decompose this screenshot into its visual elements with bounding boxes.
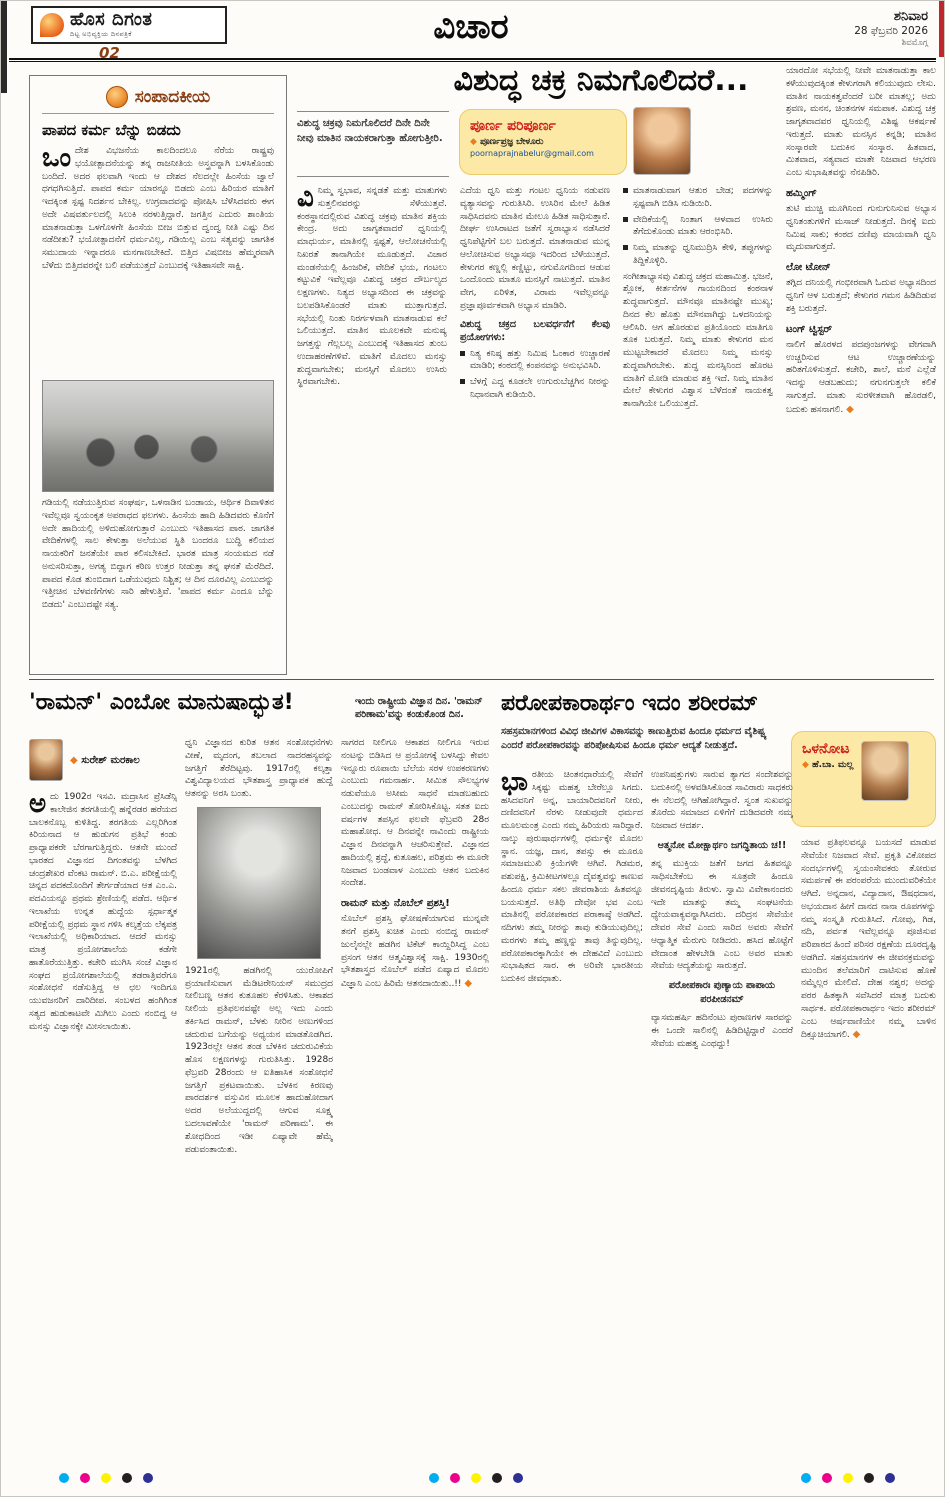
- right-edge-bar: [939, 1, 944, 57]
- seva-column-1: [501, 769, 643, 1459]
- print-dot: [80, 1473, 90, 1483]
- print-registration-marks-left: [59, 1473, 153, 1483]
- seva-sanskrit-quote-1: ಆತ್ಮನೋ ಮೋಕ್ಷಾರ್ಥಂ ಜಗದ್ಧಿತಾಯ ಚ!!: [657, 839, 787, 851]
- header-rule: [9, 58, 936, 62]
- print-dot: [822, 1473, 832, 1483]
- lead-bullet-1: ಬೆಳಗ್ಗೆ ಎದ್ದ ಕೂಡಲೇ ಉಗುರುಬೆಚ್ಚಗಿನ ನೀರನ್ನು ನಿಧಾನವಾಗಿ ಕುಡಿಯಿರಿ.: [470, 377, 610, 400]
- lead-subhead-lowtone: ಲೋ ಟೋನ್: [786, 262, 831, 274]
- lead-closing-text: ಮಾತು ಸುರಳೀತವಾಗಿ ಹೊರಡಲಿ, ಬದುಕು ಹಸನಾಗಲಿ.: [786, 390, 936, 415]
- print-dot: [122, 1473, 132, 1483]
- seva-column-2: [651, 769, 793, 1459]
- seva-headline: ಪರೋಪಕಾರಾರ್ಥಂ ಇದಂ ಶರೀರಮ್: [501, 691, 758, 716]
- lead-bullet-3: ವೇದಿಕೆಯಲ್ಲಿ ನಿಂತಾಗ ಆಳವಾದ ಉಸಿರು ತೆಗೆದುಕೊಂಡು ಮಾತು ಆರಂಭಿಸಿರಿ.: [633, 214, 773, 238]
- print-dot: [885, 1473, 895, 1483]
- raman-col1-text: ದು 1902ರ ಇಸವಿ. ಮದ್ರಾಸಿನ ಪ್ರೆಸಿಡೆನ್ಸಿ ಕಾಲೇಜಿನ ತರಗತಿಯಲ್ಲಿ ಹನ್ನೆರಡರ ಹರೆಯದ ಬಾಲಕನೊಬ್ಬ ಕುಳಿತಿದ್ದ. ತರಗತಿಯ ಎಲ್ಲರಿಗಿಂತ ಕಿರಿಯನಾದ ಆ ಹುಡುಗನ ಪ್ರತಿಭೆ ಕಂಡು ಪ್ರಾಧ್ಯಾಪಕರೇ ಬೆರಗಾಗುತ್ತಿದ್ದರು. ಆತನೇ ಮುಂದೆ ಭಾರತದ ವಿಜ್ಞಾನದ ದಿಗಂತವನ್ನು ಬೆಳಗಿದ ಚಂದ್ರಶೇಖರ ವೆಂಕಟ ರಾಮನ್. ಬಿ.ಎ. ಪರೀಕ್ಷೆಯಲ್ಲಿ ಚಿನ್ನದ ಪದಕದೊಂದಿಗೆ ತೇರ್ಗಡೆಯಾದ ಆತ ಎಂ.ಎ. ಪದವಿಯನ್ನೂ ಪ್ರಥಮ ಶ್ರೇಣಿಯಲ್ಲಿ ಪಡೆದ. ಆರ್ಥಿಕ ಇಲಾಖೆಯ ಉನ್ನತ ಹುದ್ದೆಯ ಸ್ಪರ್ಧಾತ್ಮಕ ಪರೀಕ್ಷೆಯಲ್ಲಿ ಪ್ರಥಮ ಸ್ಥಾನ ಗಳಿಸಿ ಕಲ್ಕತ್ತೆಯ ಲೆಕ್ಕಪತ್ರ ಇಲಾಖೆಯಲ್ಲಿ ಅಧಿಕಾರಿಯಾದ. ಆದರೆ ಮನಸ್ಸು ಮಾತ್ರ ಪ್ರಯೋಗಶಾಲೆಯ ಕಡೆಗೇ ಹಾತೊರೆಯುತ್ತಿತ್ತು. ಕಚೇರಿ ಮುಗಿಸಿ ಸಂಜೆ ವಿಜ್ಞಾನ ಸಂಘದ ಪ್ರಯೋಗಶಾಲೆಯಲ್ಲಿ ತಡರಾತ್ರಿವರೆಗೂ ಸಂಶೋಧನೆ ನಡೆಸುತ್ತಿದ್ದ ಆ ಛಲ ಇಂದಿಗೂ ಯುವಜನರಿಗೆ ದಾರಿದೀಪ. ಸಂಬಳದ ಹಂಗಿಗಿಂತ ಸತ್ಯದ ಹುಡುಕಾಟವೇ ಮಿಗಿಲು ಎಂದು ನಂಬಿದ್ದ ಆ ಮನಸ್ಸು ವಿಜ್ಞಾನಕ್ಕೇ ಮೀಸಲಾಯಿತು.: [29, 792, 177, 1032]
- lead-experiments-leadin: ವಿಶುದ್ಧ ಚಕ್ರದ ಬಲವರ್ಧನೆಗೆ ಕೆಲವು ಪ್ರಯೋಗಗಳು:: [460, 318, 610, 344]
- seva-col2-text-mid: ತನ್ನ ಮುಕ್ತಿಯ ಜತೆಗೆ ಜಗದ ಹಿತವನ್ನೂ ಸಾಧಿಸಬೇಕೆಂಬ ಈ ಸೂತ್ರವೇ ಹಿಂದೂ ಜೀವನದೃಷ್ಟಿಯ ತಿರುಳು. ಸ್ವಾಮಿ ವಿವೇಕಾನಂದರು ಇದೇ ಮಾತನ್ನು ತಮ್ಮ ಸಂಘಟನೆಯ ಧ್ಯೇಯವಾಕ್ಯವನ್ನಾಗಿಸಿದರು. ದರಿದ್ರನ ಸೇವೆಯೇ ದೇವರ ಸೇವೆ ಎಂದು ಸಾರಿದ ಅವರು ಸೇವೆಗೆ ಆಧ್ಯಾತ್ಮಿಕ ಮೆರುಗು ನೀಡಿದರು. ಹಸಿದ ಹೊಟ್ಟೆಗೆ ವೇದಾಂತ ಹೇಳಬೇಡಿ ಎಂಬ ಅವರ ಮಾತು ಸೇವೆಯ ಆದ್ಯತೆಯನ್ನು ಸಾರುತ್ತದೆ.: [651, 859, 793, 972]
- seva-author-box-title: ಒಳನೋಟ: [802, 741, 850, 757]
- cv-raman-portrait-photo: [197, 807, 321, 959]
- byline-bullet-icon: ◆: [70, 754, 78, 766]
- lead-col1-text: ನಿಮ್ಮ ಸ್ವಭಾವ, ಸನ್ನಡತೆ ಮತ್ತು ಮಾತುಗಳು ಸುತ್ತಲಿನವರನ್ನು ಸೆಳೆಯುತ್ತವೆ. ಕಂಠಸ್ಥಾನದಲ್ಲಿರುವ ವಿಶುದ್ಧ ಚಕ್ರವು ಮಾತಿನ ಶಕ್ತಿಯ ಕೇಂದ್ರ. ಅದು ಜಾಗೃತವಾದರೆ ಧ್ವನಿಯಲ್ಲಿ ಮಾಧುರ್ಯ, ಮಾತಿನಲ್ಲಿ ಸ್ಪಷ್ಟತೆ, ಆಲೋಚನೆಯಲ್ಲಿ ನಿಖರತೆ ತಾನಾಗಿಯೇ ಮೂಡುತ್ತದೆ. ವಿಚಾರ ಮಂಡನೆಯಲ್ಲಿ ಹಿಂಜರಿಕೆ, ವೇದಿಕೆ ಭಯ, ಗಂಟಲು ಕಟ್ಟುವಿಕೆ ಇವೆಲ್ಲವೂ ವಿಶುದ್ಧ ಚಕ್ರದ ದೌರ್ಬಲ್ಯದ ಲಕ್ಷಣಗಳು. ನಿತ್ಯದ ಅಭ್ಯಾಸದಿಂದ ಈ ಚಕ್ರವನ್ನು ಬಲಪಡಿಸಿಕೊಂಡರೆ ಮಾತು ಮುತ್ತಾಗುತ್ತದೆ. ಸಭೆಯಲ್ಲಿ ನಿಂತು ನಿರರ್ಗಳವಾಗಿ ಮಾತನಾಡುವ ಕಲೆ ಒಲಿಯುತ್ತದೆ. ಮಾತಿನ ಮೂಲಕವೇ ಮನುಷ್ಯ ಜಗತ್ತನ್ನು ಗೆಲ್ಲಬಲ್ಲ ಎಂಬುದಕ್ಕೆ ಇತಿಹಾಸದ ತುಂಬ ಉದಾಹರಣೆಗಳಿವೆ. ಮಾತಿಗೆ ಮೊದಲು ಮನಸ್ಸು ಶುದ್ಧವಾಗಬೇಕು; ಮನಸ್ಸಿಗೆ ಮೊದಲು ಉಸಿರು ಸ್ಥಿರವಾಗಬೇಕು.: [297, 186, 447, 388]
- lead-col2-text: ಎದೆಯ ಧ್ವನಿ ಮತ್ತು ಗಂಟಲ ಧ್ವನಿಯ ನಡುವಣ ವ್ಯತ್ಯಾಸವನ್ನು ಗುರುತಿಸಿರಿ. ಉಸಿರಿನ ಮೇಲೆ ಹಿಡಿತ ಸಾಧಿಸಿದವನು ಮಾತಿನ ಮೇಲೂ ಹಿಡಿತ ಸಾಧಿಸುತ್ತಾನೆ. ದೀರ್ಘ ಉಸಿರಾಟದ ಜತೆಗೆ ಸ್ವರಾಭ್ಯಾಸ ನಡೆಸಿದರೆ ಧ್ವನಿಪೆಟ್ಟಿಗೆಗೆ ಬಲ ಬರುತ್ತದೆ. ಮಾತನಾಡುವ ಮುನ್ನ ಆಲೋಚಿಸುವ ಅಭ್ಯಾಸವೂ ಇದರಿಂದ ಬೆಳೆಯುತ್ತದೆ. ಕೇಳುಗರ ಕಣ್ಣಲ್ಲಿ ಕಣ್ಣಿಟ್ಟು, ನಗುಮೊಗದಿಂದ ಆಡುವ ಒಂದೊಂದು ಮಾತೂ ಮನಸ್ಸಿಗೆ ನಾಟುತ್ತದೆ. ಮಾತಿನ ವೇಗ, ಏರಿಳಿತ, ವಿರಾಮ ಇವೆಲ್ಲವನ್ನೂ ಪ್ರಜ್ಞಾಪೂರ್ವಕವಾಗಿ ಅಭ್ಯಾಸ ಮಾಡಿರಿ.: [460, 186, 610, 311]
- editorial-photo: [42, 380, 274, 492]
- raman-author-photo: [29, 739, 63, 781]
- date: 28 ಫೆಬ್ರವರಿ 2026: [854, 25, 928, 38]
- lead-author-name: ಪೂರ್ಣಪ್ರಜ್ಞ ಬೇಳೂರು: [480, 137, 544, 147]
- lead-bullet-0: ನಿತ್ಯ ಕನಿಷ್ಠ ಹತ್ತು ನಿಮಿಷ ಓಂಕಾರ ಉಚ್ಚಾರಣೆ ಮಾಡಿರಿ; ಕಂಠದಲ್ಲಿ ಕಂಪನವನ್ನು ಅನುಭವಿಸಿರಿ.: [470, 348, 610, 372]
- seva-col2-text-bottom: ವ್ಯಾಸಮಹರ್ಷಿ ಹದಿನೆಂಟು ಪುರಾಣಗಳ ಸಾರವನ್ನು ಈ ಒಂದೇ ಸಾಲಿನಲ್ಲಿ ಹಿಡಿದಿಟ್ಟಿದ್ದಾರೆ ಎಂದರೆ ಸೇವೆಯ ಮಹತ್ವ ಎಂಥದ್ದು!: [651, 1013, 793, 1049]
- print-dot: [843, 1473, 853, 1483]
- masthead-tagline: ದಿಟ್ಟ ಅಭಿವ್ಯಕ್ತಿಯ ದಿನಪತ್ರಿಕೆ: [70, 29, 132, 38]
- masthead-title: ಹೊಸ ದಿಗಂತ: [70, 9, 153, 31]
- author-bullet-icon: ◆: [802, 760, 809, 770]
- section-divider: [29, 679, 934, 680]
- date-block: [854, 9, 928, 49]
- lead-sub-tonguetwister-text: ನಾಲಿಗೆ ಹೊರಳದ ಪದಪುಂಜಗಳನ್ನು ವೇಗವಾಗಿ ಉಚ್ಚರಿಸುವ ಆಟ ಉಚ್ಚಾರಣೆಯನ್ನು ಹರಿತಗೊಳಿಸುತ್ತದೆ. ಕಚೇರಿ, ಶಾಲೆ, ಮನೆ ಎಲ್ಲೆಡೆ ಇದನ್ನು ಆಡಬಹುದು; ನಗುನಗುತ್ತಲೇ ಕಲಿಕೆ ಸಾಗುತ್ತದೆ.: [786, 339, 936, 401]
- raman-headline: 'ರಾಮನ್' ಎಂಬೋ ಮಾನುಷಾದ್ಭುತ!: [29, 690, 294, 715]
- seva-author-name: ಹೆ.ಬಾ. ಮಲ್ಲ: [812, 760, 854, 770]
- print-registration-marks-center: [429, 1473, 523, 1483]
- lead-bullet-item: [623, 242, 773, 268]
- lead-bullet-2: ಮಾತನಾಡುವಾಗ ಆತುರ ಬೇಡ; ಪದಗಳನ್ನು ಸ್ಪಷ್ಟವಾಗಿ ಬಿಡಿಸಿ ನುಡಿಯಿರಿ.: [633, 186, 773, 209]
- raman-byline: [29, 739, 140, 781]
- square-bullet-icon: [623, 245, 628, 250]
- seva-column-3: [801, 837, 936, 1459]
- editorial-headline: ಪಾಪದ ಕರ್ಮ ಬೆನ್ನು ಬಿಡದು: [42, 121, 181, 139]
- lead-headline: ವಿಶುದ್ಧ ಚಕ್ರ ನಿಮಗೊಲಿದರೆ...: [453, 63, 749, 98]
- print-dot: [143, 1473, 153, 1483]
- square-bullet-icon: [460, 379, 465, 384]
- print-dot: [801, 1473, 811, 1483]
- editorial-body-text-1: ದೇಶ ವಿಭಜನೆಯ ಕಾಲದಿಂದಲೂ ನೆರೆಯ ರಾಷ್ಟ್ರವು ಭಯೋತ್ಪಾದನೆಯನ್ನು ತನ್ನ ರಾಜನೀತಿಯ ಅಸ್ತ್ರವನ್ನಾಗಿ ಬಳಸಿಕೊಂಡು ಬಂದಿದೆ. ಅದರ ಫಲವಾಗಿ ಇಂದು ಆ ದೇಶದ ನೆಲದಲ್ಲೇ ಹಿಂಸೆಯ ಜ್ವಾಲೆ ಧಗಧಗಿಸುತ್ತಿದೆ. ಪಾಪದ ಕರ್ಮ ಯಾರನ್ನೂ ಬಿಡದು ಎಂಬ ಹಿರಿಯರ ಮಾತಿಗೆ ಇದಕ್ಕಿಂತ ಸ್ಪಷ್ಟ ನಿದರ್ಶನ ಬೇಕಿಲ್ಲ. ಉಗ್ರವಾದವನ್ನು ಪೋಷಿಸಿ ಬೆಳೆಸಿದವರು ಈಗ ಅದೇ ವಿಷವರ್ತುಲದಲ್ಲಿ ಸಿಲುಕಿ ನರಳುತ್ತಿದ್ದಾರೆ. ಜಗತ್ತಿನ ಎದುರು ಶಾಂತಿಯ ಮಾತನಾಡುತ್ತಾ ಒಳಗೊಳಗೇ ಹಿಂಸೆಯ ಬೀಜ ಬಿತ್ತುವ ದ್ವಂದ್ವ ನೀತಿ ಎಷ್ಟು ದಿನ ನಡೆದೀತು? ಭಯೋತ್ಪಾದನೆಗೆ ಧರ್ಮವಿಲ್ಲ, ಗಡಿಯಿಲ್ಲ ಎಂಬ ಸತ್ಯವನ್ನು ಜಾಗತಿಕ ಸಮುದಾಯ ಇನ್ನಾದರೂ ಮನಗಾಣಬೇಕಿದೆ. ಬಿತ್ತಿದ ವಿಷಬೀಜ ಹೆಮ್ಮರವಾಗಿ ಬೆಳೆದು ಬಿತ್ತಿದವರನ್ನೇ ಬಲಿ ಪಡೆಯುತ್ತದೆ ಎಂಬುದಕ್ಕೆ ಇತಿಹಾಸವೇ ಸಾಕ್ಷಿ.: [42, 146, 274, 271]
- seva-col3-text: ಯಾವ ಪ್ರತಿಫಲವನ್ನೂ ಬಯಸದೆ ಮಾಡುವ ಸೇವೆಯೇ ನಿಜವಾದ ಸೇವೆ. ಪ್ರಕೃತಿ ವಿಕೋಪದ ಸಂದರ್ಭಗಳಲ್ಲಿ ಸ್ವಯಂಸೇವಕರು ತೋರುವ ಸಮರ್ಪಣೆ ಈ ಪರಂಪರೆಯ ಮುಂದುವರಿಕೆಯೇ ಆಗಿದೆ. ಅನ್ನದಾನ, ವಿದ್ಯಾದಾನ, ಔಷಧದಾನ, ಅಭಯದಾನ ಹೀಗೆ ದಾನದ ನಾನಾ ರೂಪಗಳನ್ನು ನಮ್ಮ ಸಂಸ್ಕೃತಿ ಗುರುತಿಸಿದೆ. ಗೋವು, ಗಿಡ, ನದಿ, ಪರ್ವತ ಇವೆಲ್ಲವನ್ನೂ ಪೂಜಿಸುವ ಪರಿಪಾಠದ ಹಿಂದೆ ಪರಿಸರ ರಕ್ಷಣೆಯ ದೂರದೃಷ್ಟಿ ಅಡಗಿದೆ. ಸಹಸ್ರಮಾನಗಳ ಈ ಜೀವನಕ್ರಮವನ್ನು ಮುಂದಿನ ತಲೆಮಾರಿಗೆ ದಾಟಿಸುವ ಹೊಣೆ ನಮ್ಮೆಲ್ಲರ ಮೇಲಿದೆ. ದೇಹ ನಶ್ವರ; ಅದನ್ನು ಪರರ ಹಿತಕ್ಕಾಗಿ ಸವೆಸಿದರೆ ಮಾತ್ರ ಬದುಕು ಸಾರ್ಥಕ. ಪರೋಪಕಾರಾರ್ಥಂ ಇದಂ ಶರೀರಮ್ ಎಂಬ ಆರ್ಷವಾಣಿಯೇ ನಮ್ಮ ಬಾಳಿನ ದಿಕ್ಸೂಚಿಯಾಗಲಿ.: [801, 838, 936, 1041]
- lead-standfirst: ವಿಶುದ್ಧ ಚಕ್ರವು ನಿಮಗೊಲಿದರೆ ದಿನೇ ದಿನೇ ನೀವು ಮಾತಿನ ನಾಯಕರಾಗುತ್ತಾ ಹೋಗುತ್ತೀರಿ.: [297, 111, 449, 177]
- lead-bullet-item: [460, 376, 610, 402]
- editorial-dropcap: ಒಂ: [42, 145, 71, 173]
- lead-column-4: [786, 65, 936, 673]
- editorial-label: ಸಂಪಾದಕೀಯ: [134, 87, 211, 107]
- left-edge-bar: [1, 1, 7, 93]
- lead-bullet-item: [623, 214, 773, 240]
- raman-column-1: [29, 791, 177, 1457]
- editorial-divider: [42, 113, 274, 114]
- raman-col2-text-top: ಧ್ವನಿ ವಿಜ್ಞಾನದ ಕುರಿತ ಆತನ ಸಂಶೋಧನೆಗಳು ವೀಣೆ, ಮೃದಂಗ, ತಬಲಾದ ನಾದರಹಸ್ಯವನ್ನು ಜಗತ್ತಿಗೆ ತೆರೆದಿಟ್ಟವು. 1917ರಲ್ಲಿ ಕಲ್ಕತ್ತಾ ವಿಶ್ವವಿದ್ಯಾಲಯದ ಭೌತಶಾಸ್ತ್ರ ಪ್ರಾಧ್ಯಾಪಕ ಹುದ್ದೆ ಆತನನ್ನು ಅರಸಿ ಬಂತು.: [185, 738, 333, 800]
- editorial-body-1: [42, 145, 274, 375]
- article-end-diamond-icon: ◆: [846, 403, 854, 415]
- weekday: ಶನಿವಾರ: [893, 9, 928, 24]
- raman-col3-text-bottom: ನೊಬೆಲ್ ಪ್ರಶಸ್ತಿ ಘೋಷಣೆಯಾಗುವ ಮುನ್ನವೇ ತನಗೆ ಪ್ರಶಸ್ತಿ ಖಚಿತ ಎಂದು ನಂಬಿದ್ದ ರಾಮನ್ ಜುಲೈನಲ್ಲೇ ಹಡಗಿನ ಟಿಕೆಟ್ ಕಾಯ್ದಿರಿಸಿದ್ದ ಎಂಬ ಪ್ರಸಂಗ ಆತನ ಆತ್ಮವಿಶ್ವಾಸಕ್ಕೆ ಸಾಕ್ಷಿ. 1930ರಲ್ಲಿ ಭೌತಶಾಸ್ತ್ರದ ನೊಬೆಲ್ ಪಡೆದ ಏಷ್ಯಾದ ಮೊದಲ ವಿಜ್ಞಾನಿ ಎಂಬ ಹಿರಿಮೆ ಆತನದಾಯಿತು..!!: [341, 914, 489, 990]
- lead-author-box-title: ಪೂರ್ಣ ಪರಿಪೂರ್ಣ: [470, 118, 556, 134]
- lead-subhead-humming: ಹಮ್ಮಿಂಗ್: [786, 187, 817, 199]
- square-bullet-icon: [623, 217, 628, 222]
- lead-col3-text: ಸಂಗೀತಾಭ್ಯಾಸವು ವಿಶುದ್ಧ ಚಕ್ರದ ಮಹಾಮಿತ್ರ. ಭಜನೆ, ಶ್ಲೋಕ, ಕೀರ್ತನೆಗಳ ಗಾಯನದಿಂದ ಕಂಠನಾಳ ಶುದ್ಧವಾಗುತ್ತದೆ. ಮೌನವೂ ಮಾತಿನಷ್ಟೇ ಮುಖ್ಯ; ದಿನದ ಕೆಲ ಹೊತ್ತು ಮೌನವಾಗಿದ್ದು ಒಳದನಿಯನ್ನು ಆಲಿಸಿರಿ. ಆಗ ಹೊರಡುವ ಪ್ರತಿಯೊಂದು ಮಾತಿಗೂ ತೂಕ ಬರುತ್ತದೆ. ನಿಮ್ಮ ಮಾತು ಕೇಳುಗರ ಮನ ಮುಟ್ಟಬೇಕಾದರೆ ಮೊದಲು ನಿಮ್ಮ ಮನಸ್ಸು ಶುದ್ಧವಾಗಿರಬೇಕು. ಶುದ್ಧ ಮನಸ್ಸಿನಿಂದ ಹೊರಟ ಮಾತಿಗೆ ಮೋಡಿ ಮಾಡುವ ಶಕ್ತಿ ಇದೆ. ನಿಮ್ಮ ಮಾತಿನ ಮೇಲೆ ಕೇಳುಗರ ವಿಶ್ವಾಸ ಬೆಳೆದಂತೆ ನಾಯಕತ್ವ ತಾನಾಗಿಯೇ ಒಲಿಯುತ್ತದೆ.: [623, 271, 773, 410]
- lead-bullet-item: [460, 348, 610, 374]
- page-number: 02: [99, 44, 120, 62]
- square-bullet-icon: [623, 188, 628, 193]
- seva-author-box: [791, 731, 936, 827]
- lead-subhead-tonguetwister: ಟಂಗ್ ಟ್ವಿಸ್ಟರ್: [786, 323, 832, 335]
- masthead: [31, 6, 227, 44]
- lead-sub-lowtone-text: ತಗ್ಗಿದ ದನಿಯಲ್ಲಿ ಗಂಭೀರವಾಗಿ ಓದುವ ಅಭ್ಯಾಸದಿಂದ ಧ್ವನಿಗೆ ಆಳ ಬರುತ್ತದೆ; ಕೇಳುಗರ ಗಮನ ಹಿಡಿದಿಡುವ ಶಕ್ತಿ ಬರುತ್ತದೆ.: [786, 278, 936, 314]
- lead-col4-intro: ಯಾರದೋ ಸಭೆಯಲ್ಲಿ ನೀವೇ ಮಾತನಾಡುತ್ತಾ ಕಾಲ ಕಳೆಯುವುದಕ್ಕಿಂತ ಕೇಳುಗರಾಗಿ ಕಲಿಯುವುದು ಲೇಸು. ಮಾತಿನ ನಾಯಕತ್ವವೆಂದರೆ ಬರೀ ಮಾತಲ್ಲ; ಅದು ಶ್ರವಣ, ಮನನ, ಚಿಂತನಗಳ ಸಮಪಾಕ. ವಿಶುದ್ಧ ಚಕ್ರ ಜಾಗೃತವಾದವರ ಧ್ವನಿಯಲ್ಲಿ ವಿಶಿಷ್ಟ ಆಕರ್ಷಣೆ ಇರುತ್ತದೆ. ಮಾತು ಮನಸ್ಸಿನ ಕನ್ನಡಿ; ಮಾತಿನ ಸಂಸ್ಕಾರವೇ ಬದುಕಿನ ಸಂಸ್ಕಾರ. ಹಿತವಾದ, ಮಿತವಾದ, ಸತ್ಯವಾದ ಮಾತೇ ನಿಜವಾದ ಆಭರಣ ಎಂಬ ಸುಭಾಷಿತವನ್ನು ನೆನಪಿಡಿರಿ.: [786, 66, 936, 179]
- lead-bullet-4: ನಿಮ್ಮ ಮಾತನ್ನು ಧ್ವನಿಮುದ್ರಿಸಿ ಕೇಳಿ, ತಪ್ಪುಗಳನ್ನು ತಿದ್ದಿಕೊಳ್ಳಿರಿ.: [633, 243, 773, 266]
- editorial-body-text-2: ಗಡಿಯಲ್ಲಿ ನಡೆಯುತ್ತಿರುವ ಸಂಘರ್ಷ, ಒಳನಾಡಿನ ಬಂಡಾಯ, ಆರ್ಥಿಕ ದಿವಾಳಿತನ ಇವೆಲ್ಲವೂ ಸ್ವಯಂಕೃತ ಅಪರಾಧದ ಫಲಗಳು. ಹಿಂಸೆಯ ಹಾದಿ ಹಿಡಿದವರು ಕೊನೆಗೆ ಅದೇ ಹಾದಿಯಲ್ಲಿ ಅಳಿದುಹೋಗುತ್ತಾರೆ ಎಂಬುದು ಇತಿಹಾಸದ ಪಾಠ. ಜಾಗತಿಕ ವೇದಿಕೆಗಳಲ್ಲಿ ಸಾಲ ಕೇಳುತ್ತಾ ಅಲೆಯುವ ಸ್ಥಿತಿ ಬಂದರೂ ಬುದ್ಧಿ ಕಲಿಯದ ನಾಯಕರಿಗೆ ಜನತೆಯೇ ಪಾಠ ಕಲಿಸಬೇಕಿದೆ. ಭಾರತ ಮಾತ್ರ ಸಂಯಮದ ನಡೆ ಅನುಸರಿಸುತ್ತಾ, ಅಗತ್ಯ ಬಿದ್ದಾಗ ಕಠಿಣ ಉತ್ತರ ನೀಡುತ್ತಾ ತನ್ನ ಘನತೆ ಮೆರೆದಿದೆ. ಪಾಪದ ಕೊಡ ತುಂಬಿದಾಗ ಒಡೆಯುವುದು ನಿಶ್ಚಿತ; ಆ ದಿನ ದೂರವಿಲ್ಲ ಎಂಬುದನ್ನು ಇತ್ತೀಚಿನ ಬೆಳವಣಿಗೆಗಳು ಸಾರಿ ಹೇಳುತ್ತಿವೆ. 'ಪಾಪದ ಕರ್ಮ ಎಂದೂ ಬೆನ್ನು ಬಿಡದು' ಎಂಬುದಷ್ಟೇ ಸತ್ಯ.: [42, 498, 274, 611]
- seva-col1-text: ರತೀಯ ಚಿಂತನಧಾರೆಯಲ್ಲಿ ಸೇವೆಗೆ ಸಿಕ್ಕಷ್ಟು ಮಹತ್ವ ಬೇರೆಲ್ಲೂ ಸಿಗದು. ಹಸಿದವನಿಗೆ ಅನ್ನ, ಬಾಯಾರಿದವನಿಗೆ ನೀರು, ದಣಿದವನಿಗೆ ನೆರಳು ನೀಡುವುದೇ ಧರ್ಮದ ಮೂಲಮಂತ್ರ ಎಂದು ನಮ್ಮ ಹಿರಿಯರು ಸಾರಿದ್ದಾರೆ. ನಾಲ್ಕು ಪುರುಷಾರ್ಥಗಳಲ್ಲಿ ಧರ್ಮಕ್ಕೇ ಮೊದಲ ಸ್ಥಾನ. ಯಜ್ಞ, ದಾನ, ತಪಸ್ಸು ಈ ಮೂರೂ ಸಮಾಜಮುಖಿ ಕ್ರಿಯೆಗಳೇ ಆಗಿವೆ. ಗಿಡಮರ, ಪಶುಪಕ್ಷಿ, ಕ್ರಿಮಿಕೀಟಗಳಲ್ಲೂ ದೈವತ್ವವನ್ನು ಕಾಣುವ ಹಿಂದೂ ಧರ್ಮ ಸಕಲ ಜೀವರಾಶಿಯ ಹಿತವನ್ನೂ ಬಯಸುತ್ತದೆ. ಅತಿಥಿ ದೇವೋ ಭವ ಎಂಬ ಮಾತಿನಲ್ಲಿ ಪರೋಪಕಾರದ ಪರಾಕಾಷ್ಠೆ ಅಡಗಿದೆ. ನದಿಗಳು ತಮ್ಮ ನೀರನ್ನು ತಾವು ಕುಡಿಯುವುದಿಲ್ಲ; ಮರಗಳು ತಮ್ಮ ಹಣ್ಣನ್ನು ತಾವು ತಿನ್ನುವುದಿಲ್ಲ. ಪರೋಪಕಾರಕ್ಕಾಗಿಯೇ ಈ ದೇಹವಿದೆ ಎಂಬುದು ಸುಭಾಷಿತದ ಸಾರ. ಈ ಅರಿವೇ ಭಾರತೀಯ ಬದುಕಿನ ಜೀವಧಾತು.: [501, 770, 643, 985]
- raman-col2-text-bottom: 1921ರಲ್ಲಿ ಹಡಗಿನಲ್ಲಿ ಯುರೋಪಿಗೆ ಪ್ರಯಾಣಿಸುವಾಗ ಮೆಡಿಟರೇನಿಯನ್ ಸಮುದ್ರದ ನೀಲಿಬಣ್ಣ ಆತನ ಕುತೂಹಲ ಕೆರಳಿಸಿತು. ಆಕಾಶದ ನೀಲಿಯ ಪ್ರತಿಫಲನವಷ್ಟೇ ಅಲ್ಲ ಇದು ಎಂದು ತರ್ಕಿಸಿದ ರಾಮನ್, ಬೆಳಕು ನೀರಿನ ಅಣುಗಳಿಂದ ಚದುರುವ ಬಗೆಯನ್ನು ಅಧ್ಯಯನ ಮಾಡತೊಡಗಿದ. 1923ರಲ್ಲೇ ಆತನ ತಂಡ ಬೆಳಕಿನ ಚದುರುವಿಕೆಯ ಹೊಸ ಲಕ್ಷಣಗಳನ್ನು ಗುರುತಿಸಿತ್ತು. 1928ರ ಫೆಬ್ರವರಿ 28ರಂದು ಆ ಐತಿಹಾಸಿಕ ಸಂಶೋಧನೆ ಜಗತ್ತಿಗೆ ಪ್ರಕಟವಾಯಿತು. ಬೆಳಕಿನ ಕಿರಣವು ಪಾರದರ್ಶಕ ವಸ್ತುವಿನ ಮೂಲಕ ಹಾದುಹೋದಾಗ ಅದರ ಅಲೆಯುದ್ದದಲ್ಲಿ ಆಗುವ ಸೂಕ್ಷ್ಮ ಬದಲಾವಣೆಯೇ 'ರಾಮನ್ ಪರಿಣಾಮ'. ಈ ಶೋಧದಿಂದ ಇಡೀ ಏಷ್ಯಾವೇ ಹೆಮ್ಮೆ ಪಡುವಂತಾಯಿತು.: [185, 965, 333, 1155]
- print-dot: [513, 1473, 523, 1483]
- seva-col2-text-top: ಉಪನಿಷತ್ತುಗಳು ಸಾರುವ ತ್ಯಾಗದ ಸಂದೇಶವನ್ನು ಬದುಕಿನಲ್ಲಿ ಅಳವಡಿಸಿಕೊಂಡ ಸಾವಿರಾರು ಸಾಧಕರು ಈ ನೆಲದಲ್ಲಿ ಆಗಿಹೋಗಿದ್ದಾರೆ. ಸ್ವಂತ ಸುಖವನ್ನು ತೊರೆದು ಸಮಾಜದ ಏಳಿಗೆಗೆ ದುಡಿದವರೇ ನಮ್ಮ ನಿಜವಾದ ಆದರ್ಶ.: [651, 770, 793, 832]
- author-bullet-icon: ◆: [470, 137, 477, 147]
- print-dot: [59, 1473, 69, 1483]
- raman-dropcap: ಅ: [29, 791, 47, 819]
- print-dot: [101, 1473, 111, 1483]
- lead-author-email[interactable]: poornaprajnabelur@gmail.com: [470, 149, 594, 158]
- lead-sub-humming-text: ತುಟಿ ಮುಚ್ಚಿ ಮೂಗಿನಿಂದ ಗುನುಗುನಿಸುವ ಅಭ್ಯಾಸ ಧ್ವನಿತಂತುಗಳಿಗೆ ಮಸಾಜ್ ನೀಡುತ್ತದೆ. ದಿನಕ್ಕೆ ಐದು ನಿಮಿಷ ಸಾಕು; ಕಂಠದ ದಣಿವು ಮಾಯವಾಗಿ ಧ್ವನಿ ಮೃದುವಾಗುತ್ತದೆ.: [786, 204, 936, 253]
- print-dot: [471, 1473, 481, 1483]
- lead-bullet-item: [623, 185, 773, 211]
- editorial-body-2: [42, 497, 274, 669]
- print-registration-marks-right: [801, 1473, 895, 1483]
- editorial-logo-icon: [106, 86, 128, 108]
- lead-column-1: [297, 185, 447, 673]
- raman-nobel-subhead: ರಾಮನ್ ಮತ್ತು ನೊಬೆಲ್ ಪ್ರಶಸ್ತಿ!: [341, 898, 450, 910]
- print-dot: [864, 1473, 874, 1483]
- raman-column-2: [185, 737, 333, 1459]
- article-end-diamond-icon: ◆: [852, 1029, 861, 1041]
- seva-sanskrit-quote-2: ಪರೋಪಕಾರಃ ಪುಣ್ಯಾಯ ಪಾಪಾಯ ಪರಪೀಡನಮ್: [668, 980, 776, 1005]
- editorial-box: [29, 75, 287, 675]
- square-bullet-icon: [460, 351, 465, 356]
- raman-author-name: ಸುರೇಶ್ ಮರಕಾಲ: [81, 754, 140, 766]
- print-dot: [450, 1473, 460, 1483]
- lead-dropcap: ವಿ: [297, 185, 314, 213]
- seva-standfirst: ಸಹಸ್ರಮಾನಗಳಿಂದ ವಿವಿಧ ಜೀವಿಗಳ ವಿಕಾಸವನ್ನು ಕಾಣುತ್ತಿರುವ ಹಿಂದೂ ಧರ್ಮದ ವೈಶಿಷ್ಟ್ಯ ಎಂದರೆ ಪರೋಪಕಾರವನ್ನು ಪರಿಪೋಷಿಸುವ ಹಿಂದೂ ಧರ್ಮ ಆದ್ಯತೆ ನೀಡುತ್ತದೆ.: [501, 726, 767, 751]
- raman-col3-text-top: ಸಾಗರದ ನೀಲಿಗೂ ಆಕಾಶದ ನೀಲಿಗೂ ಇರುವ ನಂಟನ್ನು ಬಿಡಿಸಿದ ಆ ಪ್ರಯೋಗಕ್ಕೆ ಬಳಸಿದ್ದು ಕೇವಲ ಇನ್ನೂರು ರೂಪಾಯಿ ಬೆಲೆಯ ಸರಳ ಉಪಕರಣಗಳು ಎಂಬುದು ಗಮನಾರ್ಹ. ಸೀಮಿತ ಸೌಲಭ್ಯಗಳ ನಡುವೆಯೂ ಅಸೀಮ ಸಾಧನೆ ಮಾಡಬಹುದು ಎಂಬುದನ್ನು ರಾಮನ್ ತೋರಿಸಿಕೊಟ್ಟ. ಸತತ ಐದು ವರ್ಷಗಳ ತಪಸ್ಸಿನ ಫಲವೇ ಫೆಬ್ರವರಿ 28ರ ಮಹಾಶೋಧ. ಆ ದಿನವನ್ನೇ ನಾವಿಂದು ರಾಷ್ಟ್ರೀಯ ವಿಜ್ಞಾನ ದಿನವನ್ನಾಗಿ ಆಚರಿಸುತ್ತೇವೆ. ವಿಜ್ಞಾನದ ಹಾದಿಯಲ್ಲಿ ಶ್ರದ್ಧೆ, ಕುತೂಹಲ, ಪರಿಶ್ರಮ ಈ ಮೂರೇ ನಿಜವಾದ ಬಂಡವಾಳ ಎಂಬುದು ಆತನ ಬದುಕಿನ ಸಂದೇಶ.: [341, 738, 489, 889]
- lead-author-photo: [633, 107, 691, 175]
- seva-dropcap: ಭಾ: [501, 769, 528, 797]
- edition: ಶಿವಮೊಗ್ಗ: [901, 38, 928, 49]
- section-title: ವಿಚಾರ: [433, 7, 509, 47]
- lead-column-2: [460, 185, 610, 673]
- article-end-diamond-icon: ◆: [464, 978, 473, 990]
- lead-column-3: [623, 185, 773, 673]
- raman-kicker: ಇಂದು ರಾಷ್ಟ್ರೀಯ ವಿಜ್ಞಾನ ದಿನ. 'ರಾಮನ್ ಪರಿಣಾಮ'ವನ್ನು ಕಂಡುಕೊಂಡ ದಿನ.: [355, 696, 483, 721]
- masthead-flame-icon: [40, 13, 64, 37]
- print-dot: [429, 1473, 439, 1483]
- print-dot: [492, 1473, 502, 1483]
- lead-author-box: [459, 109, 627, 175]
- seva-author-photo: [861, 741, 909, 801]
- raman-column-3: [341, 737, 489, 1459]
